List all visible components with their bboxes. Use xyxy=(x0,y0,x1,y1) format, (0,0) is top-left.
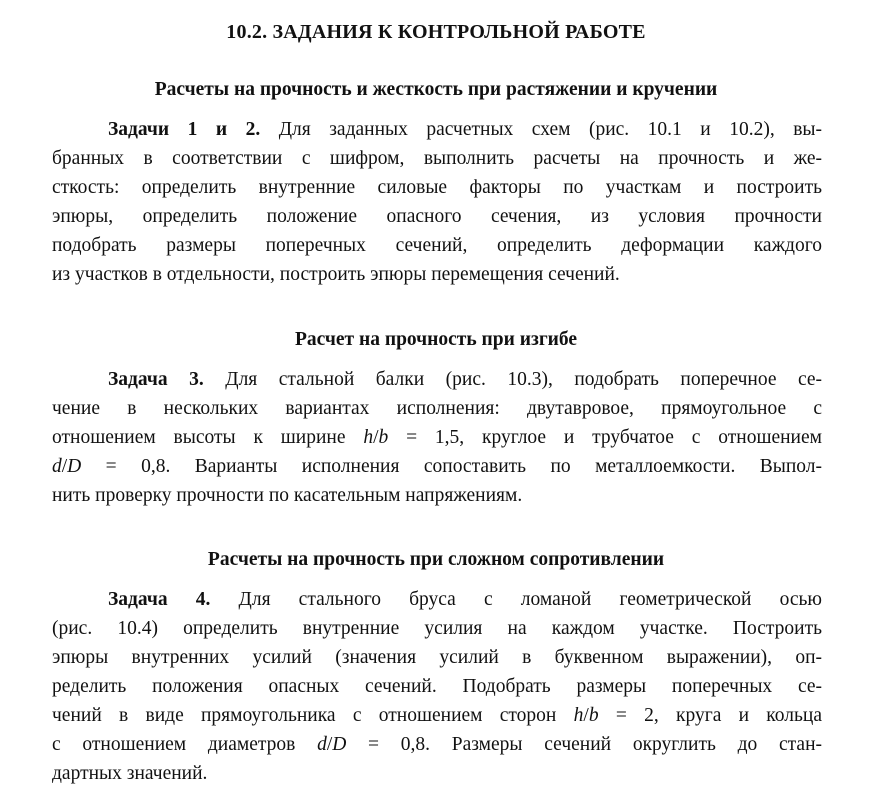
task-label: Задача 3. xyxy=(108,369,204,390)
variable-d: d xyxy=(317,734,327,755)
task-3-paragraph xyxy=(52,365,822,510)
variable-D: D xyxy=(67,456,82,477)
section-heading-complex-resistance: Расчеты на прочность при сложном сопротивлении xyxy=(207,549,665,570)
paragraph-line: d/D = 0,8. Варианты исполнения сопоставить по металлоемкости. Выпол- xyxy=(52,456,822,477)
task-label: Задачи 1 и 2. xyxy=(108,119,261,140)
variable-h: h xyxy=(363,427,374,448)
variable-b: b xyxy=(588,705,599,726)
variable-D: D xyxy=(332,734,347,755)
paragraph-line: нить проверку прочности по касательным напряжениям. xyxy=(52,485,523,506)
variable-b: b xyxy=(378,427,389,448)
paragraph-line: подобрать размеры поперечных сечений, определить деформации каждого xyxy=(52,235,822,256)
paragraph-line: Задачи 1 и 2. Для заданных расчетных схем (рис. 10.1 и 10.2), вы- xyxy=(108,119,822,140)
paragraph-line: отношением высоты к ширине h/b = 1,5, круглое и трубчатое с отношением xyxy=(52,427,822,448)
section-heading-bending: Расчет на прочность при изгибе xyxy=(294,329,578,350)
section-heading-tension-torsion: Расчеты на прочность и жесткость при растяжении и кручении xyxy=(154,79,718,100)
paragraph-line: эпюры, определить положение опасного сечения, из условия прочности xyxy=(52,206,822,227)
task-1-2-paragraph xyxy=(52,115,822,289)
paragraph-line: дартных значений. xyxy=(52,763,208,784)
paragraph-line: Задача 3. Для стальной балки (рис. 10.3), подобрать поперечное се- xyxy=(108,369,823,390)
paragraph-line: Задача 4. Для стального бруса с ломаной геометрической осью xyxy=(108,589,822,610)
variable-d: d xyxy=(52,456,62,477)
paragraph-line: (рис. 10.4) определить внутренние усилия на каждом участке. Построить xyxy=(52,618,822,639)
paragraph-line: сткость: определить внутренние силовые факторы по участкам и построить xyxy=(52,177,822,198)
task-4-paragraph xyxy=(52,585,822,788)
variable-h: h xyxy=(573,705,584,726)
page-title: 10.2. ЗАДАНИЯ К КОНТРОЛЬНОЙ РАБОТЕ xyxy=(226,21,646,43)
task-label: Задача 4. xyxy=(108,589,211,610)
paragraph-line: из участков в отдельности, построить эпюры перемещения сечений. xyxy=(52,264,620,285)
paragraph-line: чений в виде прямоугольника с отношением сторон h/b = 2, круга и кольца xyxy=(52,705,823,726)
paragraph-line: бранных в соответствии с шифром, выполнить расчеты на прочность и же- xyxy=(52,148,822,169)
paragraph-line: с отношением диаметров d/D = 0,8. Размеры сечений округлить до стан- xyxy=(52,734,823,755)
paragraph-line: эпюры внутренних усилий (значения усилий в буквенном выражении), оп- xyxy=(52,647,822,668)
paragraph-line: ределить положения опасных сечений. Подобрать размеры поперечных се- xyxy=(52,676,822,697)
paragraph-line: чение в нескольких вариантах исполнения: двутавровое, прямоугольное с xyxy=(52,398,822,419)
